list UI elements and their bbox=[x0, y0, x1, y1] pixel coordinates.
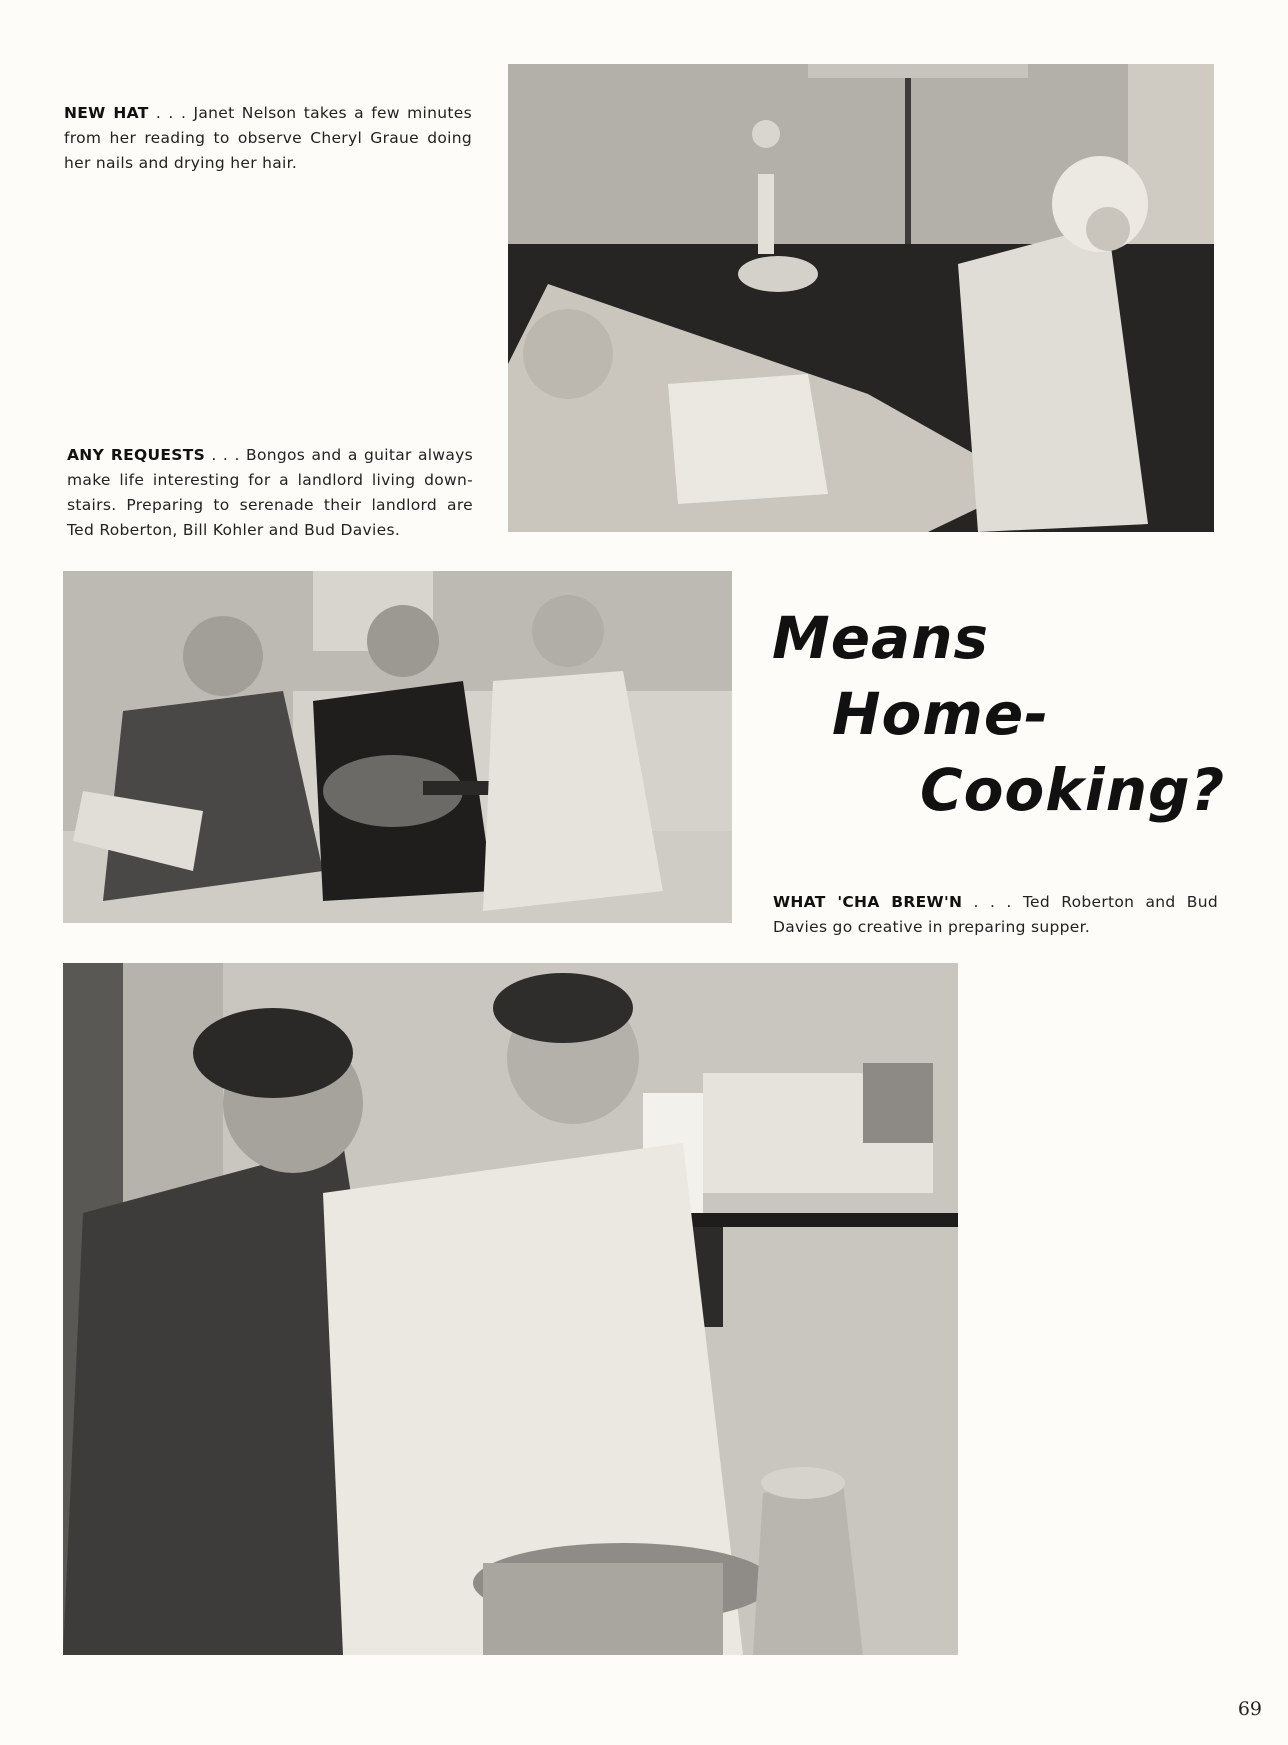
caption-lead: NEW HAT bbox=[64, 104, 149, 122]
caption-lead: ANY REQUESTS bbox=[67, 446, 206, 464]
caption-lead: WHAT 'CHA BREW'N bbox=[773, 893, 963, 911]
caption-text: . . . Janet Nelson takes a few minutes from her reading to observe Cheryl Graue doing her nails and drying her hair. bbox=[64, 104, 472, 172]
caption-text: . . . Ted Roberton and Bud Davies go creative in preparing supper. bbox=[773, 893, 1218, 936]
caption-new-hat bbox=[64, 101, 472, 176]
photo-any-requests bbox=[63, 571, 732, 923]
headline-line-3: Cooking? bbox=[920, 756, 1226, 824]
caption-text: . . . Bongos and a guitar always make life interesting for a landlord living down-stairs. Preparing to serenade their landlord are Ted Roberton, Bill Kohler and Bud Davies. bbox=[67, 446, 474, 539]
caption-what-cha-brewn bbox=[773, 890, 1218, 940]
headline-line-2: Home- bbox=[832, 680, 1050, 748]
headline-line-1: Means bbox=[772, 604, 990, 672]
caption-any-requests bbox=[67, 443, 473, 543]
photo-new-hat bbox=[508, 64, 1214, 532]
page-number: 69 bbox=[1237, 1698, 1262, 1720]
photo-what-cha-brewn bbox=[63, 963, 958, 1655]
